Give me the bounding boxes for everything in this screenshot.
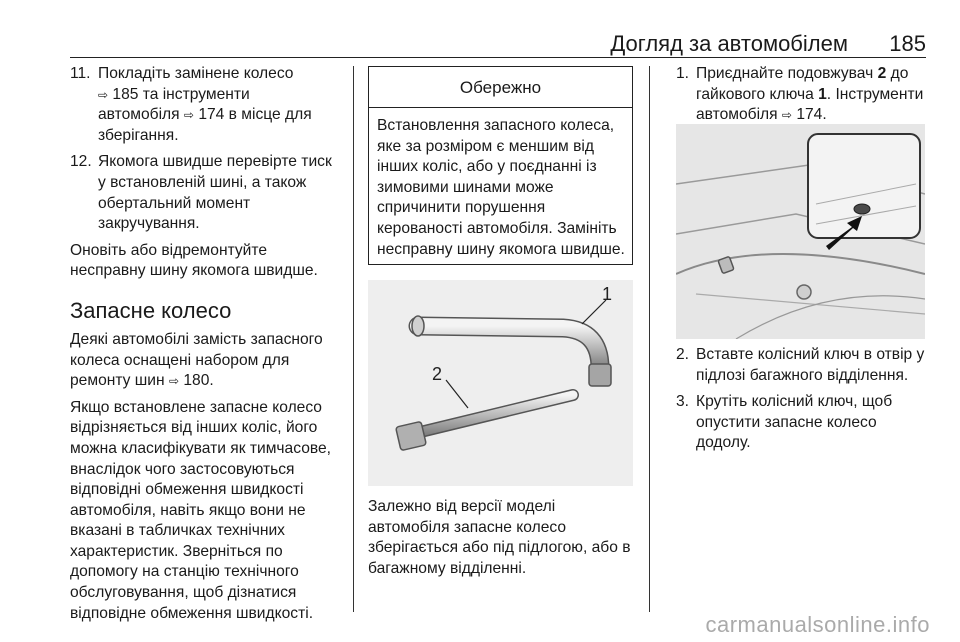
caution-title: Обережно <box>369 67 632 108</box>
step-text: Вставте колісний ключ в отвір у підлозі багажного відділення. <box>696 346 925 384</box>
list-text: Якомога швидше перевірте тиск у встановленій шині, а також обертальний момент закручування. <box>98 153 332 233</box>
paragraph: Якщо встановлене запасне колесо відрізняється від інших коліс, його можна класифікувати як тимчасове, внаслідок чого застосовуються відповідні обмеження швидкості автомобіля, навіть якщо вони не вказані в табличках технічних характеристик. Зверніться по допомогу на станцію технічного обслуговування, щоб дізнатися відповідне обмеження швидкості. <box>70 398 331 622</box>
list-number: 11. <box>70 65 91 82</box>
right-column-top <box>676 64 928 132</box>
list-item-12 <box>70 152 342 234</box>
column-separator-right <box>649 66 650 612</box>
list-text: Покладіть замінене колесо ⇨ 185 та інструменти автомобіля ⇨ 174 в місце для зберігання. <box>98 65 312 144</box>
list-number: 12. <box>70 153 92 171</box>
step-number: 3. <box>676 393 690 411</box>
section-heading: Запасне колесо <box>70 297 232 323</box>
column-separator-left <box>353 66 354 612</box>
step-number: 1. <box>676 65 690 82</box>
step-text: Крутіть колісний ключ, щоб опустити запасне колесо додолу. <box>696 393 893 452</box>
wrench-illustration <box>368 280 633 486</box>
watermark: carmanualsonline.info <box>705 612 930 637</box>
wrench-drawing <box>368 280 633 486</box>
caution-text: Встановлення запасного колеса, яке за розміром є меншим від інших коліс, або у поєднанні із зимовими шинами може спричинити порушення керованості автомобіля. Замініть несправну шину якомога швидше. <box>377 117 625 258</box>
page-ref-arrow-icon: ⇨ <box>781 108 792 123</box>
paragraph: Оновіть або відремонтуйте несправну шину якомога швидше. <box>70 241 318 280</box>
list-item-11 <box>70 64 342 146</box>
leader-line <box>446 380 468 408</box>
step-3 <box>676 392 928 454</box>
page-ref-arrow-icon: ⇨ <box>183 108 194 123</box>
right-column-bottom <box>676 345 928 460</box>
header-rule <box>70 57 926 58</box>
page-ref-arrow-icon: ⇨ <box>168 374 180 389</box>
trunk-drawing <box>676 124 925 339</box>
figure-label-1: 1 <box>602 284 613 304</box>
page-ref-arrow-icon: ⇨ <box>98 87 109 102</box>
figure-caption: Залежно від версії моделі автомобіля запасне колесо зберігається або під підлогою, або в багажному відділенні. <box>368 498 631 577</box>
step-number: 2. <box>676 346 690 363</box>
trunk-floor-illustration <box>676 124 925 339</box>
page-number: 185 <box>889 31 926 56</box>
page-header-title: Догляд за автомобілем <box>610 31 848 56</box>
figure-label-2: 2 <box>432 364 443 384</box>
step-2 <box>676 345 928 386</box>
caution-box <box>368 66 633 265</box>
paragraph: Деякі автомобілі замість запасного колеса оснащені набором для ремонту шин ⇨ 180. <box>70 330 323 390</box>
left-column <box>70 64 342 630</box>
step-1 <box>676 64 928 126</box>
step-text: Приєднайте подовжувач 2 до гайкового ключа 1. Інструменти автомобіля ⇨ 174. <box>696 65 924 124</box>
